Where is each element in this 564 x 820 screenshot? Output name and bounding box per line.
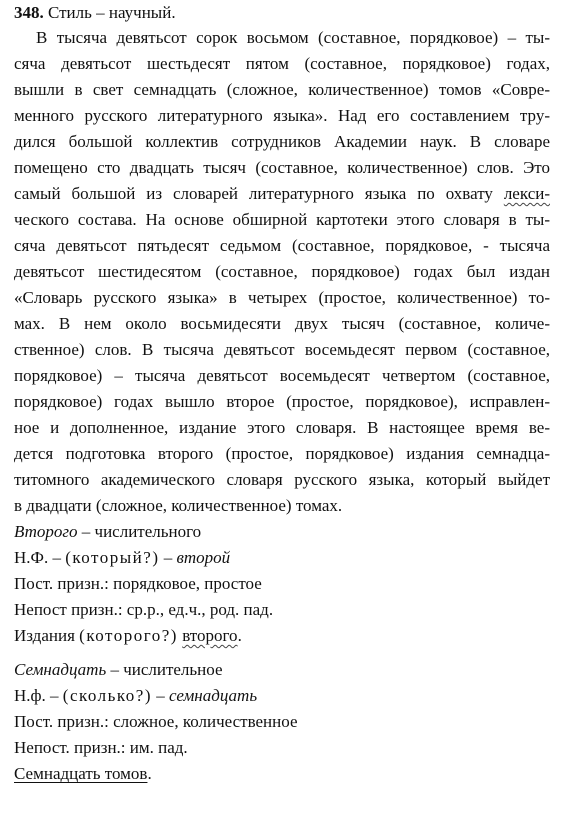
example-phrase: Семнадцать томов <box>14 764 148 783</box>
example-end: . <box>147 764 152 783</box>
analysis-heading <box>14 521 550 543</box>
paragraph-line: мах. В нем около восьмидесяти двух тысяч (составное, количе- <box>14 314 550 333</box>
paragraph-line <box>14 183 550 205</box>
example-end: . <box>237 626 242 645</box>
question: (которого?) <box>79 626 178 645</box>
paragraph-line: ственное) слов. В тысяча девятьсот восемьдесят первом (составное, <box>14 340 550 359</box>
paragraph-line: вышли в свет семнадцать (сложное, количественное) томов «Совре- <box>14 80 550 99</box>
paragraph-line: сяча девятьсот пятьдесят седьмом (составное, порядковое, - тысяча <box>14 236 550 255</box>
example-word: второго <box>182 626 238 645</box>
exercise-header <box>14 2 550 24</box>
paragraph-line: порядковое) – тысяча девятьсот восемьдесят четвертом (составное, <box>14 366 550 385</box>
nonconstant-features: Непост. призн.: им. пад. <box>14 738 188 757</box>
initial-form-prefix: Н.ф. – <box>14 686 63 705</box>
exercise-title: Стиль – научный. <box>48 3 176 22</box>
paragraph-line: дился большой коллектив сотрудников Академии наук. В словаре <box>14 132 550 151</box>
paragraph-line-text: самый большой из словарей литературного языка по охвату <box>14 184 504 203</box>
constant-features: Пост. призн.: порядковое, простое <box>14 574 262 593</box>
paragraph-line: в двадцати (сложное, количественное) томах. <box>14 496 343 515</box>
nonconstant-features: Непост призн.: ср.р., ед.ч., род. пад. <box>14 600 274 619</box>
question: (сколько?) <box>62 686 153 705</box>
initial-form-line <box>14 547 550 569</box>
paragraph-line: В тысяча девятьсот сорок восьмом (составное, порядковое) – ты- <box>36 28 550 47</box>
analysis-word: Семнадцать <box>14 660 107 679</box>
paragraph-line: помещено сто двадцать тысяч (составное, количественное) слов. Это <box>14 158 550 177</box>
constant-features: Пост. призн.: сложное, количественное <box>14 712 298 731</box>
dash: – <box>152 686 170 705</box>
paragraph-line: ное и дополненное, издание этого словаря. В настоящее время ве- <box>14 418 550 437</box>
example-prefix: Издания <box>14 626 80 645</box>
initial-form: второй <box>176 548 231 567</box>
paragraph-line: титомного академического словаря русского языка, который выйдет <box>14 470 550 489</box>
paragraph-line: «Словарь русского языка» в четырех (простое, количественное) то- <box>14 288 550 307</box>
question: (который?) <box>65 548 160 567</box>
paragraph-line: сяча девятьсот шестьдесят пятом (составное, порядковое) годах, <box>14 54 550 73</box>
analysis-heading <box>14 659 550 681</box>
paragraph-line: ческого состава. На основе обширной картотеки этого словаря в ты- <box>14 210 550 229</box>
underlined-word: лекси- <box>503 184 550 203</box>
paragraph-line: девятьсот шестидесятом (составное, порядковое) годах был издан <box>14 262 550 281</box>
paragraph-line: порядковое) годах вышло второе (простое, порядковое), исправлен- <box>14 392 550 411</box>
analysis-word: Второго <box>14 522 78 541</box>
analysis-type: – числительного <box>77 522 202 541</box>
example-line <box>14 625 550 647</box>
analysis-type: – числительное <box>106 660 223 679</box>
exercise-number: 348. <box>14 3 44 22</box>
paragraph-line: дется подготовка второго (простое, порядковое) издания семнадца- <box>14 444 550 463</box>
initial-form-line <box>14 685 550 707</box>
initial-form: семнадцать <box>169 686 258 705</box>
example-line <box>14 763 550 785</box>
paragraph-line: менного русского литературного языка». Над его составлением тру- <box>14 106 550 125</box>
initial-form-prefix: Н.Ф. – <box>14 548 66 567</box>
dash: – <box>159 548 177 567</box>
